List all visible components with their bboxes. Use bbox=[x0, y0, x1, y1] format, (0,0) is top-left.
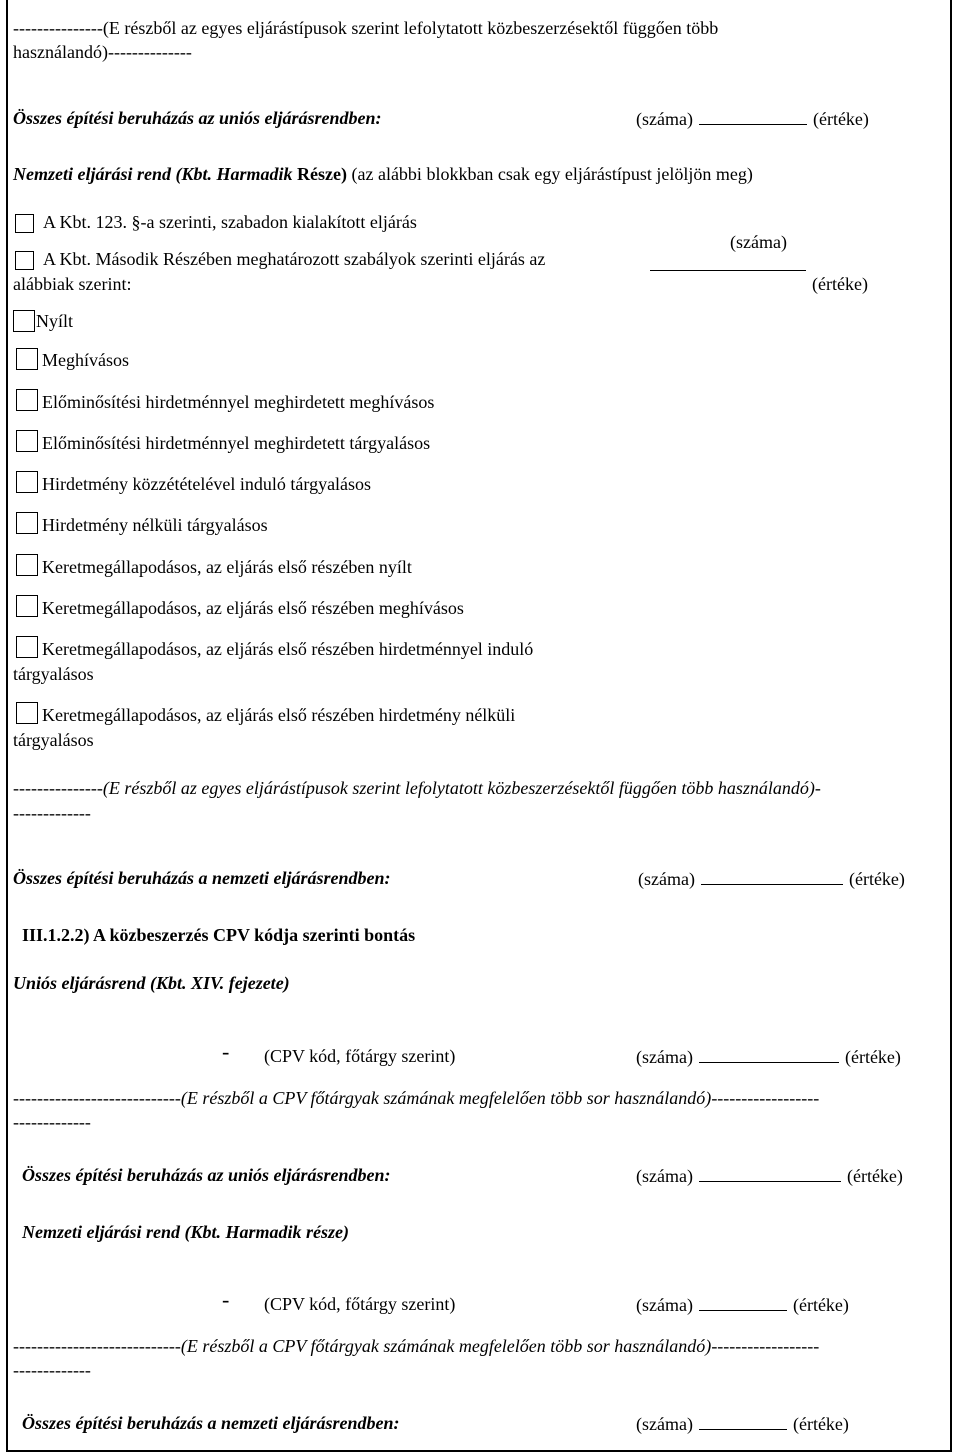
row-dash: - bbox=[222, 1039, 230, 1064]
type-framework-notice-cont: tárgyalásos bbox=[13, 664, 94, 684]
separator-note-3-cont: ------------- bbox=[13, 1112, 91, 1132]
section-title: III.1.2.2) A közbeszerzés CPV kódja szerinti bontás bbox=[22, 925, 416, 945]
checkbox-framework-notice[interactable] bbox=[16, 636, 38, 658]
type-prequal-restricted: Előminősítési hirdetménnyel meghirdetett meghívásos bbox=[42, 392, 435, 412]
union-total-label-2: Összes építési beruházás az uniós eljárásrendben: bbox=[22, 1165, 391, 1185]
count-blank[interactable] bbox=[699, 1411, 787, 1430]
count-blank[interactable] bbox=[699, 1044, 839, 1063]
checkbox-framework-restricted[interactable] bbox=[16, 595, 38, 617]
option-second-part-cont: alábbiak szerint: bbox=[13, 274, 132, 294]
count-label: (száma) bbox=[636, 109, 693, 129]
checkbox-open[interactable] bbox=[13, 310, 35, 332]
count-blank[interactable] bbox=[699, 1163, 841, 1182]
cpv-fields bbox=[636, 1044, 901, 1069]
type-framework-notice: Keretmegállapodásos, az eljárás első részében hirdetménnyel induló bbox=[42, 639, 534, 659]
separator-note-cont: használandó)-------------- bbox=[13, 42, 192, 62]
union-total-label: Összes építési beruházás az uniós eljárásrendben: bbox=[13, 108, 382, 128]
national-heading-a: Nemzeti eljárási rend (Kbt. bbox=[13, 164, 212, 184]
side-count-label: (száma) bbox=[730, 232, 787, 252]
type-prequal-negotiated: Előminősítési hirdetménnyel meghirdetett tárgyalásos bbox=[42, 433, 431, 453]
separator-text: (E részből az egyes eljárástípusok szerint lefolytatott közbeszerzésektől függően több használandó)- bbox=[102, 778, 821, 798]
option-free-procedure: A Kbt. 123. §-a szerinti, szabadon kialakított eljárás bbox=[43, 212, 417, 232]
checkbox-framework-open[interactable] bbox=[16, 554, 38, 576]
type-open: Nyílt bbox=[36, 311, 74, 331]
separator-dashes: ---------------------------- bbox=[13, 1336, 181, 1356]
separator-note: ---------------(E részből az egyes eljárástípusok szerint lefolytatott közbeszerzésektől függően több bbox=[13, 18, 719, 38]
value-label: (értéke) bbox=[812, 109, 869, 129]
count-blank[interactable] bbox=[699, 106, 807, 125]
row-dash-2: - bbox=[222, 1287, 230, 1312]
separator-note-3 bbox=[13, 1086, 819, 1110]
separator-note-4 bbox=[13, 1334, 819, 1358]
type-restricted: Meghívásos bbox=[42, 350, 129, 370]
separator-dashes: ---------------------------- bbox=[13, 1088, 181, 1108]
count-label: (száma) bbox=[638, 869, 695, 889]
side-value-blank[interactable] bbox=[650, 270, 806, 271]
side-value-label: (értéke) bbox=[812, 274, 868, 294]
value-label: (értéke) bbox=[844, 1047, 901, 1067]
separator-text: (E részből a CPV főtárgyak számának megfelelően több sor használandó) bbox=[180, 1088, 712, 1108]
option-second-part: A Kbt. Második Részében meghatározott szabályok szerinti eljárás az bbox=[43, 249, 546, 269]
national-total-fields bbox=[638, 866, 905, 891]
cpv-label-2: (CPV kód, főtárgy szerint) bbox=[264, 1294, 456, 1314]
checkbox-notice-negotiated[interactable] bbox=[16, 471, 38, 493]
count-label: (száma) bbox=[636, 1047, 693, 1067]
national-total-fields-2 bbox=[636, 1411, 849, 1436]
national-heading-d: (az alábbi blokkban csak egy eljárástípust jelöljön meg) bbox=[351, 164, 753, 184]
count-blank[interactable] bbox=[699, 1292, 787, 1311]
type-framework-no-notice-cont: tárgyalásos bbox=[13, 730, 94, 750]
count-blank[interactable] bbox=[701, 866, 843, 885]
national-total-label-2: Összes építési beruházás a nemzeti eljárásrendben: bbox=[22, 1413, 400, 1433]
separator-note-2 bbox=[13, 776, 821, 800]
checkbox-second-part[interactable] bbox=[15, 251, 34, 270]
union-procedure-heading: Uniós eljárásrend (Kbt. XIV. fejezete) bbox=[13, 973, 290, 993]
type-no-notice-negotiated: Hirdetmény nélküli tárgyalásos bbox=[42, 515, 268, 535]
national-procedure-heading-2: Nemzeti eljárási rend (Kbt. Harmadik része) bbox=[22, 1222, 349, 1242]
separator-dashes-end: ------------------ bbox=[711, 1336, 820, 1356]
count-label: (száma) bbox=[636, 1414, 693, 1434]
union-total-fields-2 bbox=[636, 1163, 903, 1188]
checkbox-restricted[interactable] bbox=[16, 348, 38, 370]
value-label: (értéke) bbox=[848, 869, 905, 889]
type-framework-open: Keretmegállapodásos, az eljárás első részében nyílt bbox=[42, 557, 412, 577]
union-total-fields bbox=[636, 106, 869, 131]
separator-text: (E részből a CPV főtárgyak számának megfelelően több sor használandó) bbox=[180, 1336, 712, 1356]
checkbox-free-procedure[interactable] bbox=[15, 214, 34, 233]
value-label: (értéke) bbox=[792, 1414, 849, 1434]
type-notice-negotiated: Hirdetmény közzétételével induló tárgyalásos bbox=[42, 474, 372, 494]
count-label: (száma) bbox=[636, 1295, 693, 1315]
national-procedure-heading bbox=[13, 162, 753, 186]
checkbox-no-notice-negotiated[interactable] bbox=[16, 512, 38, 534]
separator-note-4-cont: ------------- bbox=[13, 1360, 91, 1380]
checkbox-prequal-negotiated[interactable] bbox=[16, 430, 38, 452]
separator-note-2-cont: ------------- bbox=[13, 803, 91, 823]
separator-dashes-end: ------------------ bbox=[711, 1088, 820, 1108]
separator-dashes: --------------- bbox=[13, 778, 103, 798]
national-total-label: Összes építési beruházás a nemzeti eljárásrendben: bbox=[13, 868, 391, 888]
national-heading-b: Harmadik bbox=[216, 164, 293, 184]
value-label: (értéke) bbox=[846, 1166, 903, 1186]
type-framework-restricted: Keretmegállapodásos, az eljárás első részében meghívásos bbox=[42, 598, 464, 618]
count-label: (száma) bbox=[636, 1166, 693, 1186]
cpv-label: (CPV kód, főtárgy szerint) bbox=[264, 1046, 456, 1066]
cpv-fields-2 bbox=[636, 1292, 849, 1317]
value-label: (értéke) bbox=[792, 1295, 849, 1315]
national-heading-c: Része) bbox=[297, 164, 347, 184]
checkbox-framework-no-notice[interactable] bbox=[16, 702, 38, 724]
type-framework-no-notice: Keretmegállapodásos, az eljárás első részében hirdetmény nélküli bbox=[42, 705, 516, 725]
checkbox-prequal-restricted[interactable] bbox=[16, 389, 38, 411]
